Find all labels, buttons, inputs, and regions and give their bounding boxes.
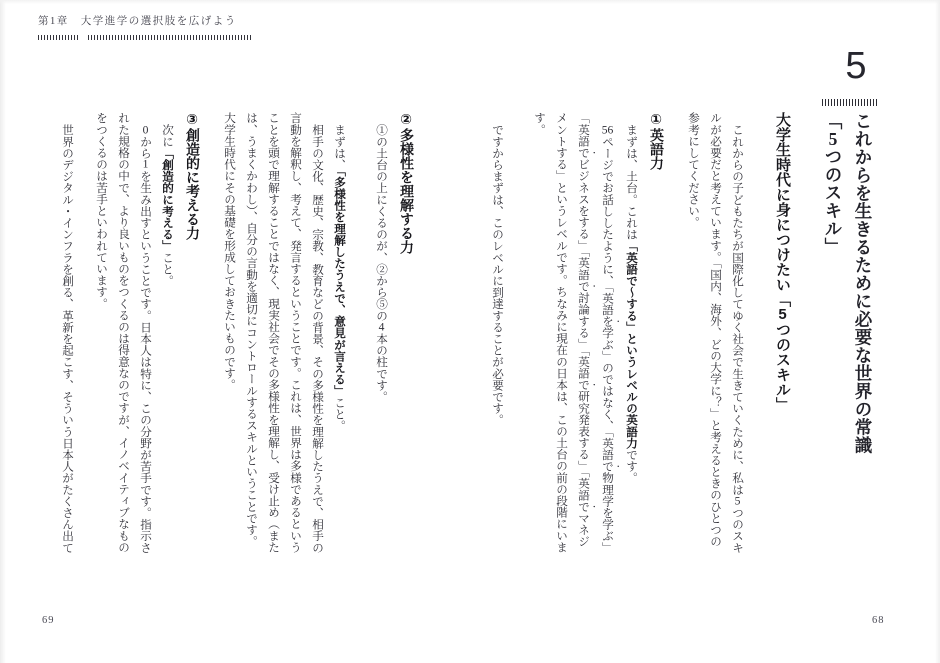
paragraph-diversity-detail: 相手の文化、歴史、宗教、教育などの背景、その多様性を理解したうえで、相手の言動を解釈し、考えて、発言するということです。これは、世界は多様であるということを頭で理解することではなく、現実社会でその多様性を理解し、受け止め（または、うまくかわし）、自分の言動を適切にコントロールするスキルということです。大学生時代にその基礎を形成しておきたいものです。	[223, 112, 324, 553]
section-number: 5	[845, 45, 867, 87]
paragraph-english-conclusion: ですからまずは、このレベルに到達することが必要です。	[491, 123, 504, 426]
heading-skill-2: ②多様性を理解する力	[399, 112, 415, 254]
heading-skill-3: ③創造的に考える力	[185, 112, 201, 240]
paragraph-zero-to-one: 0から1を生み出すということです。日本人は特に、この分野が苦手です。指示された規格の中で、より良いものをつくるのは得意なのですが、イノベイティブなものをつくるのは苦手といわれています。	[95, 112, 152, 553]
chapter-rule-short	[38, 35, 78, 40]
paragraph-english-examples: 56ページでお話ししたように、「英語を学ぶ」のではなく、「英語で物理学を学ぶ」「英語でビジネスをする」「英語で討論する」「英語で研究発表する」「英語でマネジメントする」というレベルです。ちなみに現在の日本は、この土台の前の段階にいます。	[533, 112, 614, 553]
left-page-text	[56, 112, 432, 557]
subheading: 大学生時代に身につけたい「5つのスキル」	[774, 112, 791, 412]
page-number-right: 68	[872, 615, 885, 626]
page-title	[818, 112, 878, 557]
paragraph-digital-infra: 世界のデジタル・インフラを創る、革新を起こす、そういう日本人がたくさん出て	[61, 123, 74, 553]
scan-edge-top	[0, 0, 940, 4]
chapter-rule-long	[88, 35, 251, 40]
paragraph-pillars: ①の土台の上にくるのが、②から⑤の4本の柱です。	[375, 123, 388, 402]
paragraph-creative: 次に「創造的に考える」こと。	[161, 123, 174, 287]
page-number-left: 69	[42, 615, 55, 626]
paragraph-diversity-opinion: まずは、「多様性を理解したうえで、意見が言える」こと。	[333, 123, 346, 432]
heading-skill-1: ①英語力	[649, 112, 665, 170]
paragraph-english-level: まずは、土台。これは「英語で〜する」というレベルの英語力です。	[625, 123, 638, 484]
chapter-header: 第1章 大学進学の選択肢を広げよう	[38, 16, 237, 27]
scan-edge-right	[935, 0, 940, 663]
right-page-text	[486, 112, 878, 557]
page-title-line1: これからを生きるために必要な世界の常識	[853, 112, 873, 454]
section-number-rule	[822, 99, 878, 106]
scan-edge-left	[0, 0, 6, 663]
paragraph-intro: これからの子どもたちが国際化してゆく社会で生きていくために、私は5つのスキルが必要だと考えています。「国内、海外、どの大学に？」と考えるときのひとつの参考にしてください。	[687, 112, 744, 553]
page-title-line2: 「5つのスキル」	[823, 112, 843, 256]
